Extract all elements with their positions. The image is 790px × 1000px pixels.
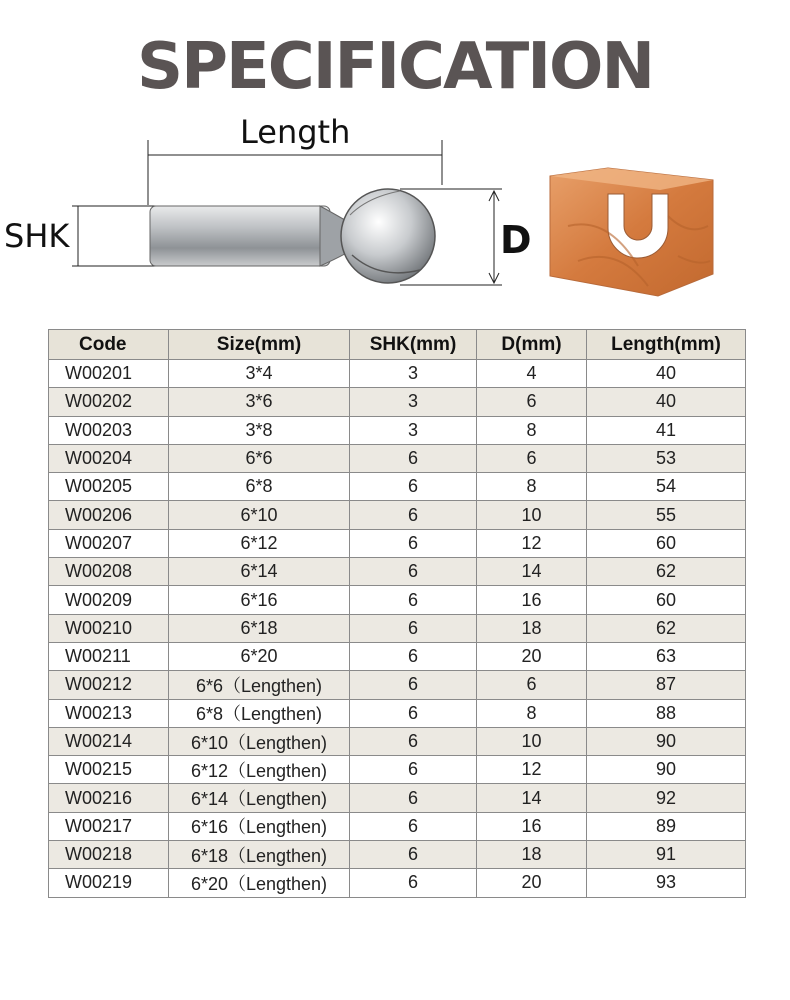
cell-shk: 6 xyxy=(350,642,477,670)
cell-d: 12 xyxy=(477,529,587,557)
cell-code: W00205 xyxy=(49,473,169,501)
cell-size: 6*6 xyxy=(169,444,350,472)
table-row xyxy=(49,388,746,416)
cell-code: W00209 xyxy=(49,586,169,614)
table-row xyxy=(49,727,746,755)
cell-code: W00207 xyxy=(49,529,169,557)
length-label: Length xyxy=(240,113,351,151)
cell-size: 6*10（Lengthen) xyxy=(169,727,350,755)
table-row xyxy=(49,812,746,840)
cell-length: 53 xyxy=(587,444,746,472)
cell-size: 6*20 xyxy=(169,642,350,670)
cell-d: 16 xyxy=(477,812,587,840)
cell-d: 8 xyxy=(477,699,587,727)
cell-d: 18 xyxy=(477,614,587,642)
cell-size: 6*16（Lengthen) xyxy=(169,812,350,840)
cell-d: 20 xyxy=(477,642,587,670)
cell-code: W00206 xyxy=(49,501,169,529)
cell-d: 18 xyxy=(477,841,587,869)
cell-shk: 6 xyxy=(350,586,477,614)
cell-code: W00208 xyxy=(49,558,169,586)
table-row xyxy=(49,671,746,699)
cell-shk: 6 xyxy=(350,841,477,869)
cell-d: 14 xyxy=(477,784,587,812)
ball-cutter xyxy=(341,189,435,283)
table-row xyxy=(49,586,746,614)
table-row xyxy=(49,841,746,869)
cell-code: W00217 xyxy=(49,812,169,840)
cell-size: 6*14 xyxy=(169,558,350,586)
cell-shk: 6 xyxy=(350,614,477,642)
cell-shk: 3 xyxy=(350,416,477,444)
cell-length: 41 xyxy=(587,416,746,444)
cell-size: 6*18 xyxy=(169,614,350,642)
cell-d: 6 xyxy=(477,388,587,416)
page-title: SPECIFICATION xyxy=(137,30,653,104)
table-row xyxy=(49,529,746,557)
cell-code: W00213 xyxy=(49,699,169,727)
cell-d: 14 xyxy=(477,558,587,586)
cell-size: 6*12（Lengthen) xyxy=(169,756,350,784)
specification-table xyxy=(48,329,746,898)
cell-code: W00204 xyxy=(49,444,169,472)
cell-code: W00211 xyxy=(49,642,169,670)
cell-code: W00212 xyxy=(49,671,169,699)
cell-length: 62 xyxy=(587,614,746,642)
cell-length: 89 xyxy=(587,812,746,840)
header-size: Size(mm) xyxy=(169,330,350,360)
table-row xyxy=(49,756,746,784)
header-code: Code xyxy=(49,330,169,360)
cell-d: 10 xyxy=(477,727,587,755)
cell-length: 90 xyxy=(587,756,746,784)
cell-d: 10 xyxy=(477,501,587,529)
cell-length: 91 xyxy=(587,841,746,869)
wood-cut-illustration xyxy=(548,166,723,306)
cell-size: 6*6（Lengthen) xyxy=(169,671,350,699)
cell-length: 60 xyxy=(587,586,746,614)
cell-code: W00203 xyxy=(49,416,169,444)
table-row xyxy=(49,558,746,586)
table-row xyxy=(49,869,746,897)
cell-shk: 6 xyxy=(350,501,477,529)
cell-length: 90 xyxy=(587,727,746,755)
cell-code: W00216 xyxy=(49,784,169,812)
cell-size: 3*8 xyxy=(169,416,350,444)
shk-label: SHK xyxy=(4,217,70,255)
cell-shk: 6 xyxy=(350,699,477,727)
cell-length: 40 xyxy=(587,360,746,388)
cell-shk: 6 xyxy=(350,784,477,812)
cell-length: 87 xyxy=(587,671,746,699)
cell-d: 12 xyxy=(477,756,587,784)
header-shk: SHK(mm) xyxy=(350,330,477,360)
cell-shk: 3 xyxy=(350,388,477,416)
cell-code: W00201 xyxy=(49,360,169,388)
cell-d: 4 xyxy=(477,360,587,388)
cell-length: 88 xyxy=(587,699,746,727)
cell-size: 3*4 xyxy=(169,360,350,388)
cell-size: 6*8 xyxy=(169,473,350,501)
shank xyxy=(150,206,330,266)
table-row xyxy=(49,784,746,812)
table-row xyxy=(49,360,746,388)
cell-code: W00214 xyxy=(49,727,169,755)
cell-d: 8 xyxy=(477,473,587,501)
cell-length: 54 xyxy=(587,473,746,501)
cell-code: W00202 xyxy=(49,388,169,416)
cell-length: 92 xyxy=(587,784,746,812)
cell-shk: 6 xyxy=(350,812,477,840)
cell-length: 60 xyxy=(587,529,746,557)
cell-shk: 6 xyxy=(350,558,477,586)
cell-length: 62 xyxy=(587,558,746,586)
table-row xyxy=(49,416,746,444)
cell-code: W00219 xyxy=(49,869,169,897)
cell-code: W00218 xyxy=(49,841,169,869)
cell-size: 6*14（Lengthen) xyxy=(169,784,350,812)
table-header-row xyxy=(49,330,746,360)
cell-length: 40 xyxy=(587,388,746,416)
table-row xyxy=(49,614,746,642)
table-row xyxy=(49,444,746,472)
cell-size: 6*18（Lengthen) xyxy=(169,841,350,869)
header-length: Length(mm) xyxy=(587,330,746,360)
table-row xyxy=(49,699,746,727)
cell-d: 6 xyxy=(477,671,587,699)
cell-length: 63 xyxy=(587,642,746,670)
cell-length: 55 xyxy=(587,501,746,529)
cell-d: 6 xyxy=(477,444,587,472)
cell-shk: 6 xyxy=(350,671,477,699)
cell-shk: 6 xyxy=(350,473,477,501)
header-d: D(mm) xyxy=(477,330,587,360)
cell-shk: 6 xyxy=(350,444,477,472)
d-label: D xyxy=(500,218,532,262)
cell-code: W00210 xyxy=(49,614,169,642)
cell-size: 3*6 xyxy=(169,388,350,416)
cell-shk: 3 xyxy=(350,360,477,388)
cell-size: 6*8（Lengthen) xyxy=(169,699,350,727)
cell-shk: 6 xyxy=(350,727,477,755)
cell-code: W00215 xyxy=(49,756,169,784)
table-row xyxy=(49,473,746,501)
cell-shk: 6 xyxy=(350,756,477,784)
cell-d: 8 xyxy=(477,416,587,444)
cell-size: 6*20（Lengthen) xyxy=(169,869,350,897)
cell-length: 93 xyxy=(587,869,746,897)
table-row xyxy=(49,642,746,670)
cell-shk: 6 xyxy=(350,869,477,897)
cell-size: 6*10 xyxy=(169,501,350,529)
table-row xyxy=(49,501,746,529)
cell-shk: 6 xyxy=(350,529,477,557)
cell-d: 16 xyxy=(477,586,587,614)
cell-size: 6*16 xyxy=(169,586,350,614)
cell-d: 20 xyxy=(477,869,587,897)
cell-size: 6*12 xyxy=(169,529,350,557)
